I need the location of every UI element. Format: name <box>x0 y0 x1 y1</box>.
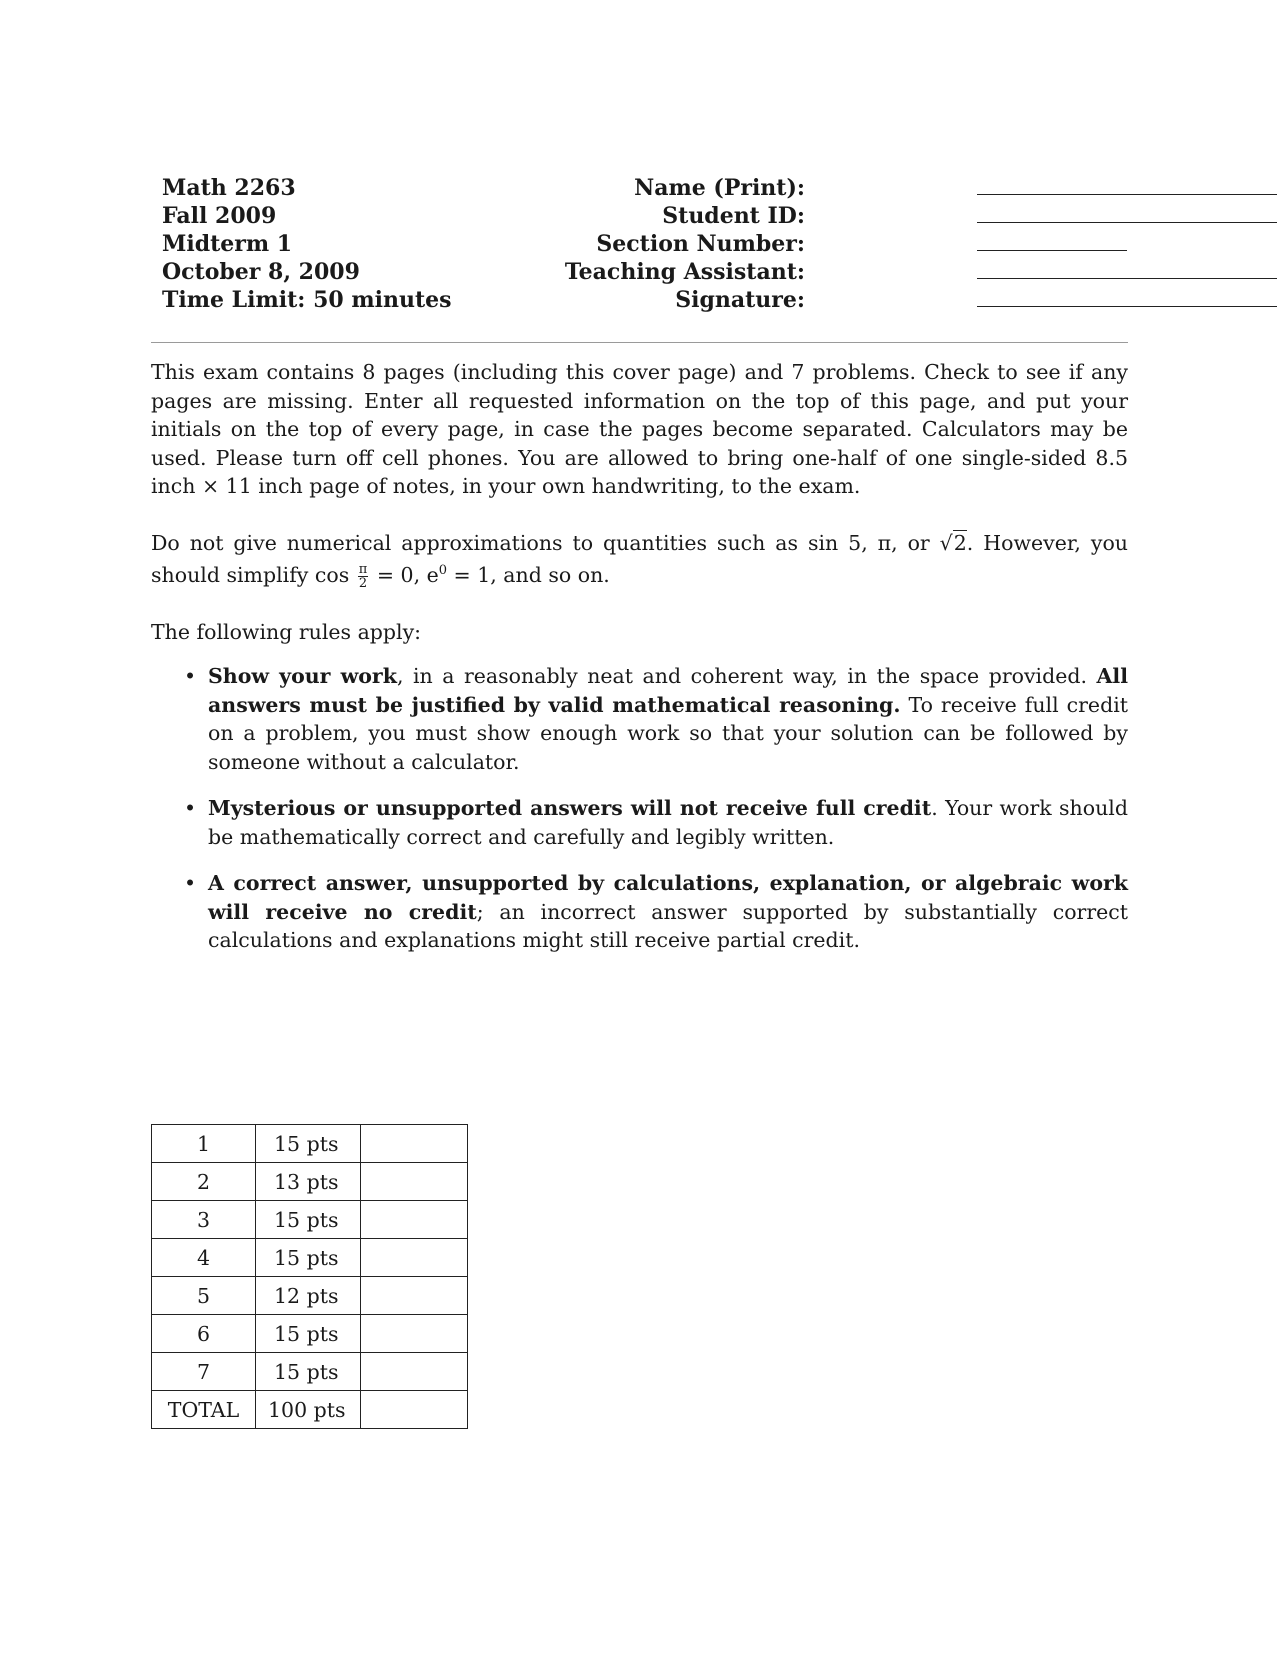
ta-line[interactable] <box>977 278 1277 279</box>
signature-field-row <box>531 286 1128 314</box>
table-row <box>152 1125 468 1163</box>
student-id-label: Student ID: <box>662 203 805 229</box>
rule-2-bold-1: Mysterious or unsupported answers will not receive full credit <box>208 796 932 821</box>
problem-number: 3 <box>152 1201 256 1239</box>
term: Fall 2009 <box>162 203 277 229</box>
name-field-row <box>531 174 1128 202</box>
problem-points: 15 pts <box>256 1353 361 1391</box>
total-label: TOTAL <box>152 1391 256 1429</box>
problem-points: 13 pts <box>256 1163 361 1201</box>
score-cell[interactable] <box>361 1315 468 1353</box>
section-label: Section Number: <box>596 231 805 257</box>
bullet-icon: • <box>184 796 197 821</box>
score-cell[interactable] <box>361 1163 468 1201</box>
table-row <box>152 1201 468 1239</box>
rule-item <box>151 869 1128 955</box>
problem-number: 6 <box>152 1315 256 1353</box>
problem-points: 15 pts <box>256 1201 361 1239</box>
rules-intro: The following rules apply: <box>151 619 422 644</box>
table-row-total <box>152 1391 468 1429</box>
table-row <box>152 1163 468 1201</box>
course-name: Math 2263 <box>162 175 296 201</box>
approx-text-4: = 1, and so on. <box>447 562 610 587</box>
total-points: 100 pts <box>256 1391 361 1429</box>
fraction-denominator: 2 <box>358 575 368 591</box>
bullet-icon: • <box>184 664 197 689</box>
problem-number: 2 <box>152 1163 256 1201</box>
exam-info <box>162 174 452 314</box>
fraction-numerator: π <box>358 561 368 577</box>
approx-text-1: Do not give numerical approximations to quantities such as sin 5, π, or <box>151 530 940 555</box>
score-cell[interactable] <box>361 1277 468 1315</box>
score-cell[interactable] <box>361 1125 468 1163</box>
problem-number: 7 <box>152 1353 256 1391</box>
name-label: Name (Print): <box>634 175 805 201</box>
exam-cover-page <box>151 170 1128 1422</box>
rule-1-text-2: To receive full credit on a problem, you must show enough work so that your solution can be followed by someone without a calculator. <box>208 692 1128 774</box>
points-table <box>151 1124 468 1429</box>
score-cell[interactable] <box>361 1201 468 1239</box>
time-limit: Time Limit: 50 minutes <box>162 287 452 313</box>
problem-points: 15 pts <box>256 1239 361 1277</box>
sqrt-radicand: 2 <box>953 530 967 555</box>
student-id-field-row <box>531 202 1128 230</box>
table-row <box>152 1239 468 1277</box>
table-row <box>152 1277 468 1315</box>
score-cell[interactable] <box>361 1239 468 1277</box>
score-cell[interactable] <box>361 1353 468 1391</box>
approx-text-2: . However, you should simplify cos <box>151 530 1128 587</box>
ta-field-row <box>531 258 1128 286</box>
problem-number: 1 <box>152 1125 256 1163</box>
problem-points: 15 pts <box>256 1315 361 1353</box>
rules-list <box>151 662 1128 955</box>
rule-1-bold-2: All answers must be justified by valid mathematical reasoning. <box>208 664 1128 717</box>
table-row <box>152 1315 468 1353</box>
exam-title: Midterm 1 <box>162 231 293 257</box>
student-id-line[interactable] <box>977 222 1277 223</box>
exponent: 0 <box>438 563 448 578</box>
exam-header <box>151 170 1128 315</box>
pi-over-two-fraction <box>358 563 369 590</box>
name-line[interactable] <box>977 194 1277 195</box>
section-field-row <box>531 230 1128 258</box>
bullet-icon: • <box>184 871 197 896</box>
exam-date: October 8, 2009 <box>162 259 360 285</box>
total-score-cell[interactable] <box>361 1391 468 1429</box>
ta-label: Teaching Assistant: <box>564 259 805 285</box>
problem-points: 12 pts <box>256 1277 361 1315</box>
rule-3-bold-1: A correct answer, unsupported by calculations, explanation, or algebraic work will receive no credit <box>208 871 1128 924</box>
problem-number: 5 <box>152 1277 256 1315</box>
signature-label: Signature: <box>675 287 805 313</box>
approx-text-3: = 0, e <box>370 562 439 587</box>
rule-2-text-1: . Your work should be mathematically correct and carefully and legibly written. <box>208 796 1128 849</box>
intro-paragraph: This exam contains 8 pages (including this cover page) and 7 problems. Check to see if any pages are missing. Enter all requested information on the top of this page, and put your initials on the top of every page, in case the pages become separated. Calculators may be used. Please turn off cell phones. You are allowed to bring one-half of one single-sided 8.5 inch × 11 inch page of notes, in your own handwriting, to the exam. <box>151 360 1128 498</box>
problem-number: 4 <box>152 1239 256 1277</box>
rule-1-text-1: , in a reasonably neat and coherent way, in the space provided. <box>396 664 1097 689</box>
student-info-fields <box>531 174 1128 314</box>
problem-points: 15 pts <box>256 1125 361 1163</box>
section-line[interactable] <box>977 250 1127 251</box>
signature-line[interactable] <box>977 306 1277 307</box>
rule-3-text-1: ; an incorrect answer supported by substantially correct calculations and explanations might still receive partial credit. <box>208 899 1128 953</box>
table-row <box>152 1353 468 1391</box>
rule-1-bold-1: Show your work <box>208 664 397 689</box>
exam-instructions <box>151 358 1128 973</box>
rule-item <box>151 794 1128 851</box>
header-divider <box>151 342 1128 343</box>
approximation-paragraph: Do not give numerical approximations to quantities such as sin 5, π, or √2. However, you should simplify cos $\frac{\pi}{2}$ = 0, $e^0 = 1$, and so on. <box>151 530 1128 591</box>
rule-item <box>151 662 1128 776</box>
